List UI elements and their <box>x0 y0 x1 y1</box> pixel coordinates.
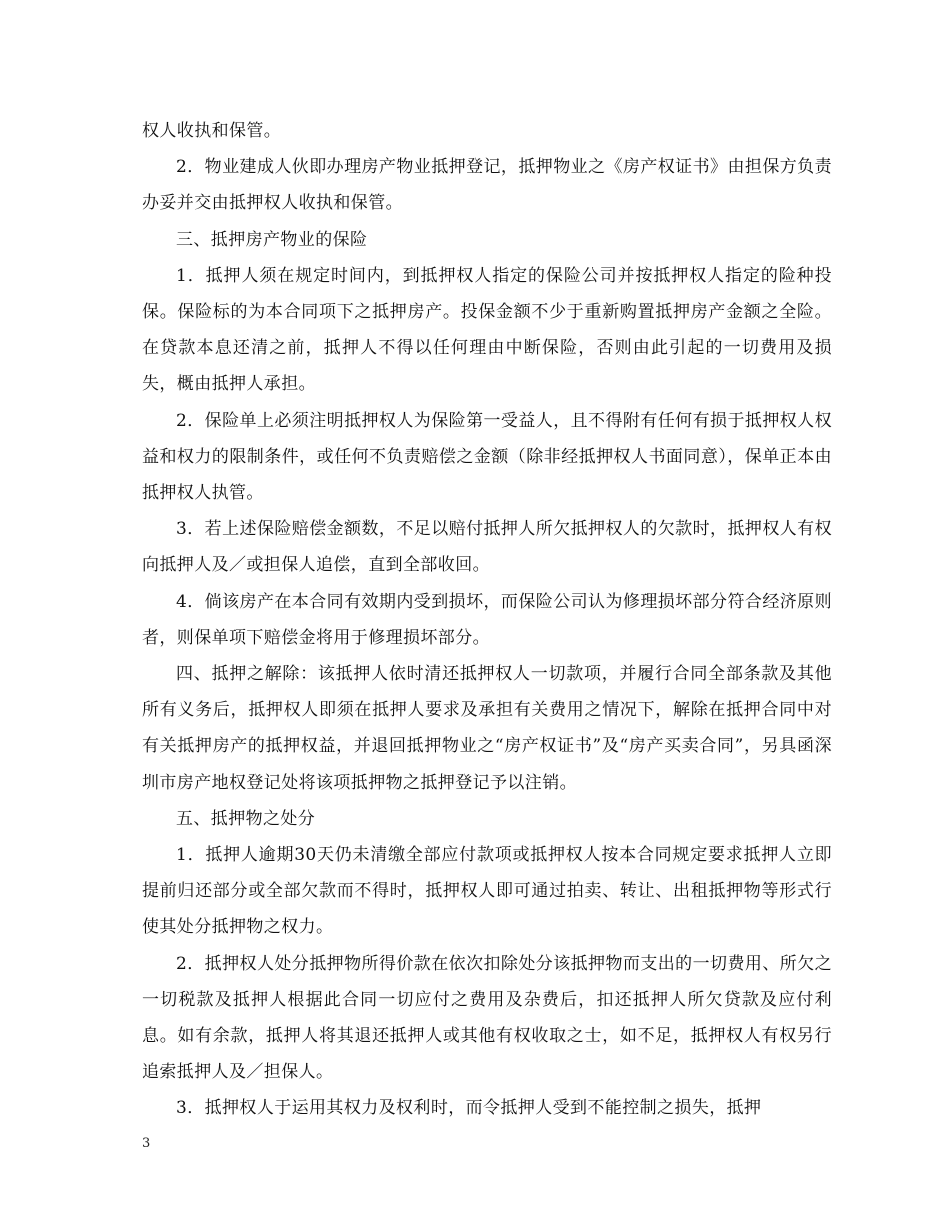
section-heading: 三、抵押房产物业的保险 <box>176 229 368 250</box>
page-number: 3 <box>142 1136 151 1151</box>
paragraph-clause: 3．若上述保险赔偿金额数，不足以赔付抵押人所欠抵押权人的欠款时，抵押权人有权向抵押人及／或担保人追偿，直到全部收回。 <box>142 519 832 576</box>
paragraph-clause: 2．保险单上必须注明抵押权人为保险第一受益人，且不得附有任何有损于抵押权人权益和权力的限制条件，或任何不负责赔偿之金额（除非经抵押权人书面同意），保单正本由抵押权人执管。 <box>142 410 832 504</box>
paragraph-continuation: 权人收执和保管。 <box>142 121 282 141</box>
paragraph-clause: 3．抵押权人于运用其权力及权利时，而令抵押人受到不能控制之损失，抵押 <box>176 1098 762 1119</box>
section-paragraph: 四、抵押之解除：该抵押人依时清还抵押权人一切款项，并履行合同全部条款及其他所有义务后，抵押权人即须在抵押人要求及承担有关费用之情况下，解除在抵押合同中对有关抵押房产的抵押权益，并退回抵押物业之“房产权证书”及“房产买卖合同”，另具函深圳市房产地权登记处将该项抵押物之抵押登记予以注销。 <box>142 664 832 793</box>
paragraph-clause: 1．抵押人逾期30天仍未清缴全部应付款项或抵押权人按本合同规定要求抵押人立即提前归还部分或全部欠款而不得时，抵押权人即可通过拍卖、转让、出租抵押物等形式行使其处分抵押物之权力。 <box>142 845 832 938</box>
paragraph-clause: 4．倘该房产在本合同有效期内受到损坏，而保险公司认为修理损坏部分符合经济原则者，则保单项下赔偿金将用于修理损坏部分。 <box>142 591 832 648</box>
paragraph-clause: 2．物业建成人伙即办理房产物业抵押登记，抵押物业之《房产权证书》由担保方负责办妥并交由抵押权人收执和保管。 <box>142 157 832 214</box>
paragraph-clause: 1．抵押人须在规定时间内，到抵押权人指定的保险公司并按抵押权人指定的险种投保。保险标的为本合同项下之抵押房产。投保金额不少于重新购置抵押房产金额之全险。在贷款本息还清之前，抵押人不得以任何理由中断保险，否则由此引起的一切费用及损失，概由抵押人承担。 <box>142 265 832 395</box>
section-heading: 五、抵押物之处分 <box>176 808 316 829</box>
paragraph-clause: 2．抵押权人处分抵押物所得价款在依次扣除处分该抵押物而支出的一切费用、所欠之一切税款及抵押人根据此合同一切应付之费用及杂费后，扣还抵押人所欠贷款及应付利息。如有余款，抵押人将其退还抵押人或其他有权收取之士，如不足，抵押权人有权另行追索抵押人及／担保人。 <box>142 953 832 1083</box>
document-body <box>142 113 832 1127</box>
